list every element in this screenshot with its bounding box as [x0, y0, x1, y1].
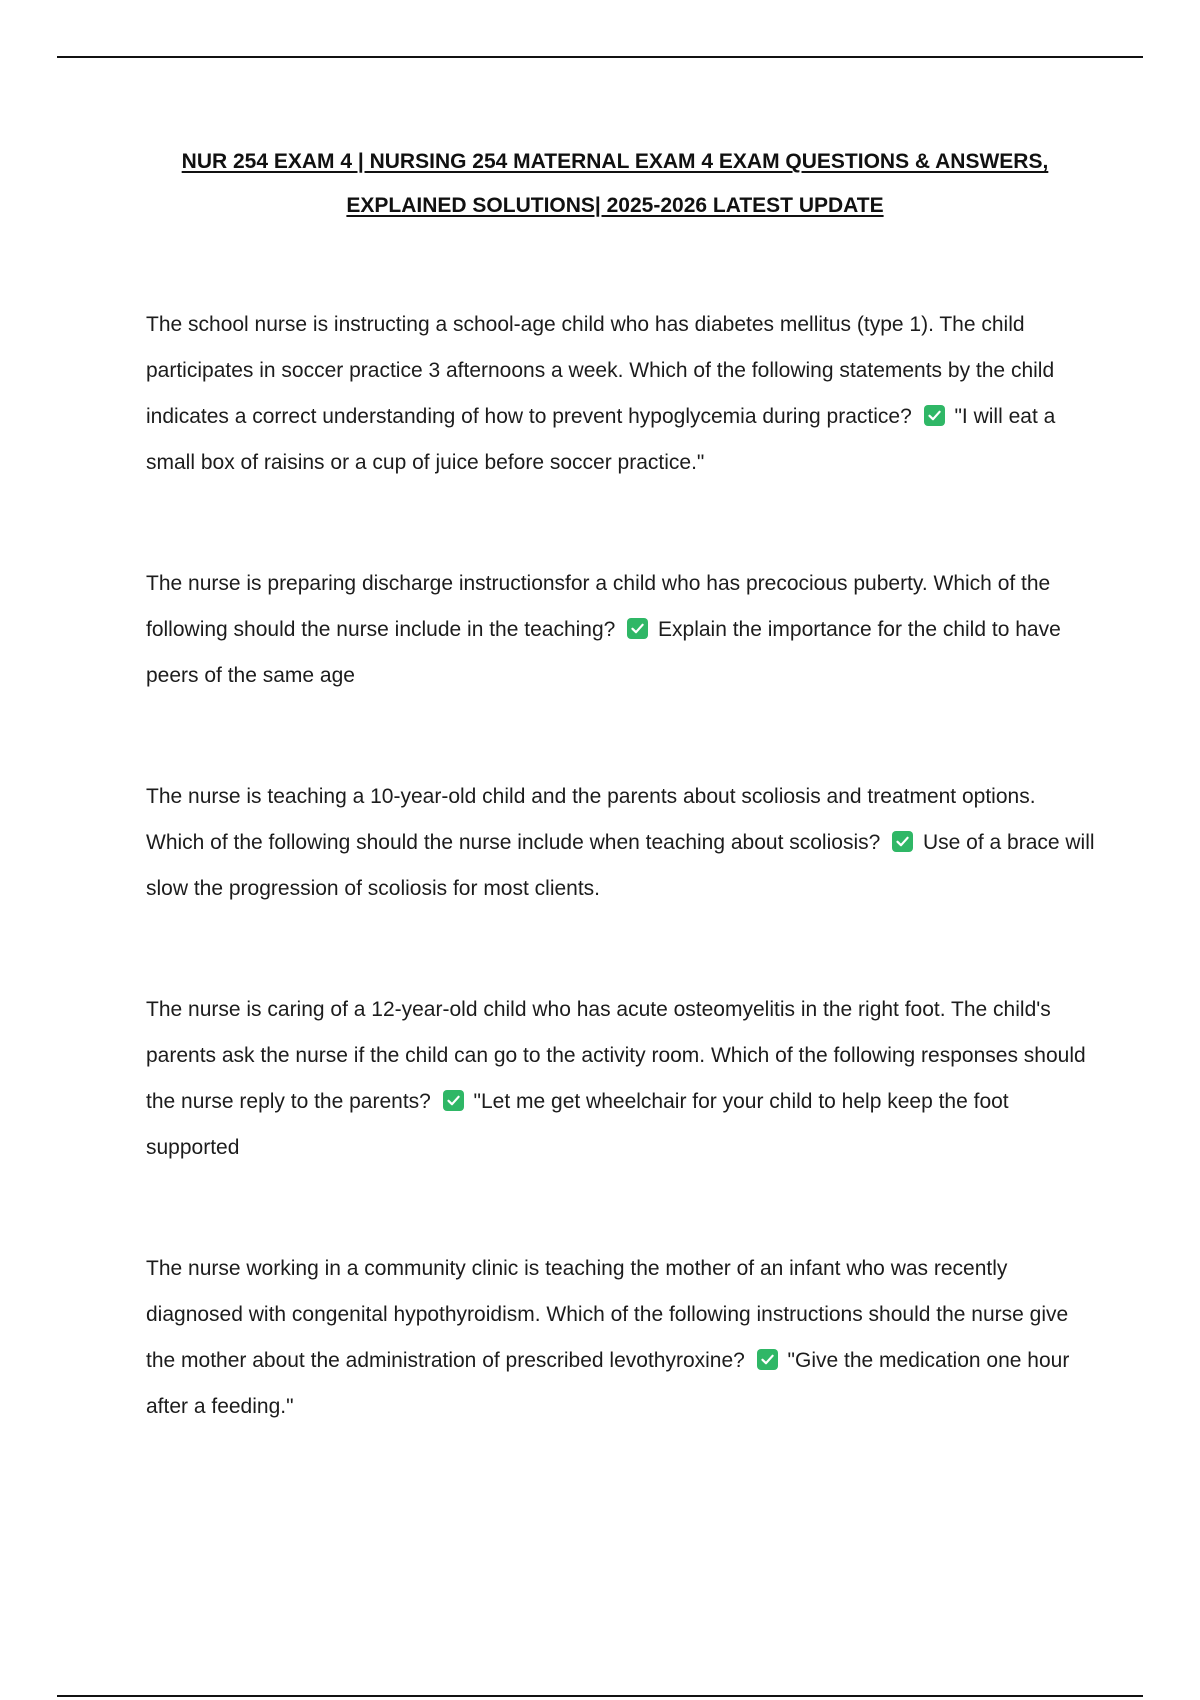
- qa-list: [146, 302, 1098, 1505]
- question-text: The nurse is teaching a 10-year-old child and the parents about scoliosis and treatment options. Which of the following should the nurse include when teaching about scoliosis?: [146, 785, 1036, 854]
- qa-item: [146, 1246, 1098, 1430]
- answer-text: "Give the medication one hour after a feeding.": [146, 1349, 1070, 1418]
- check-box-icon: [443, 1090, 464, 1111]
- question-text: The nurse working in a community clinic is teaching the mother of an infant who was recently diagnosed with congenital hypothyroidism. Which of the following instructions should the nurse give the mother about the administration of prescribed levothyroxine?: [146, 1257, 1069, 1372]
- check-box-icon: [892, 831, 913, 852]
- question-text: The school nurse is instructing a school-age child who has diabetes mellitus (type 1). The child participates in soccer practice 3 afternoons a week. Which of the following statements by the child indicates a correct understanding of how to prevent hypoglycemia during practice?: [146, 313, 1055, 428]
- answer-text: "I will eat a small box of raisins or a cup of juice before soccer practice.": [146, 405, 1056, 474]
- check-box-icon: [924, 405, 945, 426]
- qa-item: [146, 561, 1098, 699]
- qa-item: [146, 774, 1098, 912]
- answer-text: Explain the importance for the child to have peers of the same age: [146, 618, 1061, 687]
- bottom-rule: [57, 1695, 1143, 1697]
- qa-item: [146, 302, 1098, 486]
- top-rule: [57, 56, 1143, 58]
- check-box-icon: [627, 618, 648, 639]
- question-text: The nurse is preparing discharge instructionsfor a child who has precocious puberty. Which of the following should the nurse include in the teaching?: [146, 572, 1051, 641]
- title-line-2: EXPLAINED SOLUTIONS| 2025-2026 LATEST UPDATE: [346, 194, 884, 217]
- qa-item: [146, 987, 1098, 1171]
- answer-text: "Let me get wheelchair for your child to help keep the foot supported: [146, 1090, 1009, 1159]
- document-title: [140, 140, 1090, 228]
- check-box-icon: [757, 1349, 778, 1370]
- question-text: The nurse is caring of a 12-year-old child who has acute osteomyelitis in the right foot. The child's parents ask the nurse if the child can go to the activity room. Which of the following responses should the nurse reply to the parents?: [146, 998, 1086, 1113]
- answer-text: Use of a brace will slow the progression of scoliosis for most clients.: [146, 831, 1095, 900]
- title-line-1: NUR 254 EXAM 4 | NURSING 254 MATERNAL EXAM 4 EXAM QUESTIONS & ANSWERS,: [181, 150, 1049, 173]
